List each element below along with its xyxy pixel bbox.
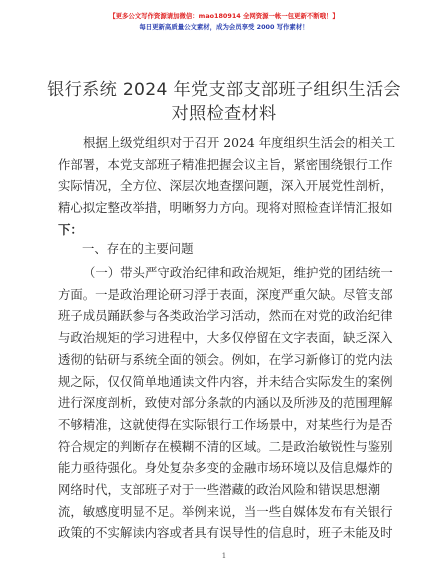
intro-line: 下： [58, 221, 83, 237]
body-line: 进行深度剖析，致使对部分条款的内涵以及所涉及的范围理解 [58, 395, 393, 411]
promo-banner-line-1: 【更多公文写作资源请加微信：mao180914 全网资源一帐一包更新不断哦！】 [109, 12, 339, 20]
intro-paragraph [58, 132, 396, 241]
body-line: 网络时代，支部班子对于一些潜藏的政治风险和错误思想潮 [58, 482, 381, 498]
intro-line: 实际情况，全方位、深层次地查摆问题，深入开展党性剖析， [58, 178, 393, 194]
promo-banner-line-2: 每日更新高质量公文素材，成为会员享受 2000 写作素材！ [139, 23, 309, 31]
main-paragraph [58, 262, 392, 544]
body-line: 规之际，仅仅简单地通读文件内容，并未结合实际发生的案例 [58, 373, 393, 389]
body-line: 透彻的钻研与系统全面的领会。例如，在学习新修订的党内法 [58, 351, 393, 367]
document-title: 银行系统 2024 年党支部支部班子组织生活会对照检查材料 [47, 80, 401, 124]
page-number: 1 [221, 552, 227, 560]
body-line: 流，敏感度明显不足。举例来说，当一些自媒体发布有关银行 [58, 503, 393, 519]
intro-line: 根据上级党组织对于召开 2024 年度组织生活会的相关工 [83, 135, 396, 150]
body-line: 符合规定的判断存在模糊不清的区域。二是政治敏锐性与鉴别 [58, 438, 393, 454]
intro-line: 精心拟定整改举措，明晰努力方向。现将对照检查详情汇报如 [58, 200, 393, 216]
body-line: 不够精准，这就使得在实际银行工作场景中，对某些行为是否 [58, 416, 393, 432]
body-line: （一）带头严守政治纪律和政治规矩，维护党的团结统一 [83, 265, 393, 280]
body-line: 班子成员踊跃参与各类政治学习活动，然而在对党的政治纪律 [58, 308, 393, 324]
section-heading: 一、存在的主要问题 [82, 241, 194, 256]
intro-line: 作部署，本党支部班子精准把握会议主旨，紧密围绕银行工作 [58, 156, 393, 172]
body-line: 与政治规矩的学习进程中，大多仅停留在文字表面，缺乏深入 [58, 330, 393, 346]
body-line: 能力亟待强化。身处复杂多变的金融市场环境以及信息爆炸的 [58, 460, 393, 476]
body-line: 方面。一是政治理论研习浮于表面，深度严重欠缺。尽管支部 [58, 286, 393, 302]
body-line: 政策的不实解读内容或者具有误导性的信息时，班子未能及时 [58, 525, 393, 541]
